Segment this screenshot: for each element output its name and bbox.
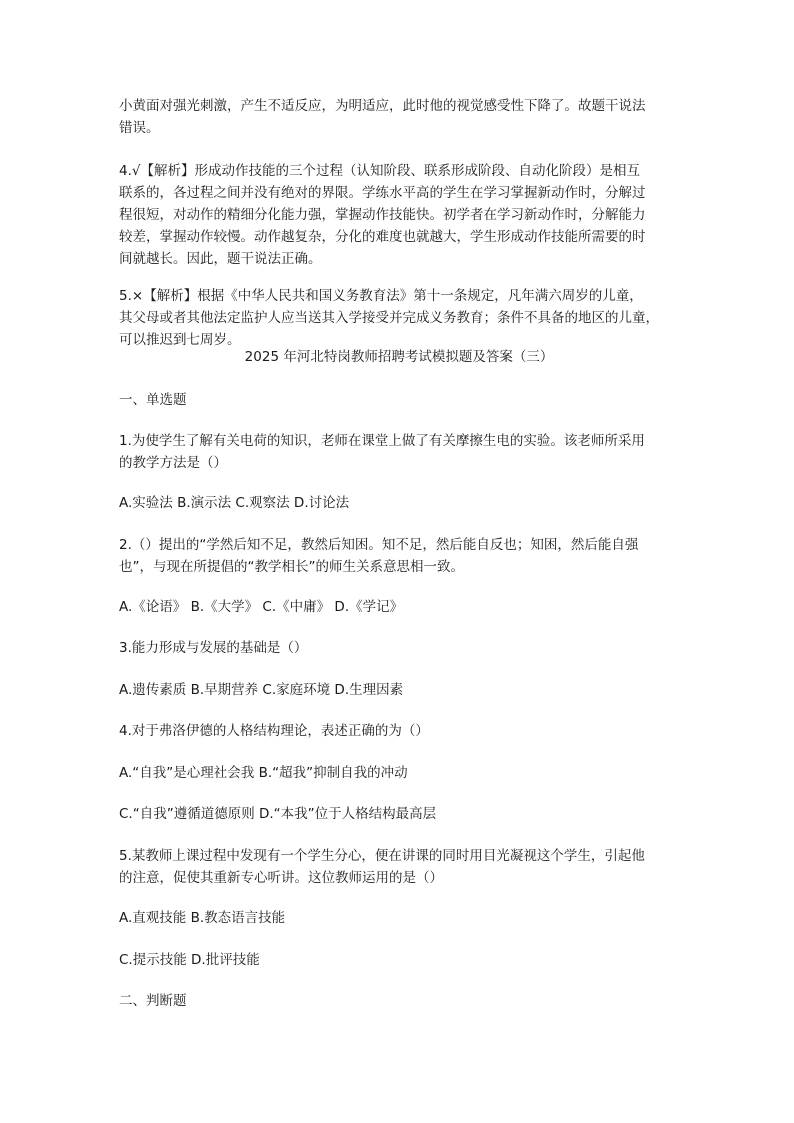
text-line: 联系的，各过程之间并没有绝对的界限。学练水平高的学生在学习掌握新动作时，分解过 — [119, 185, 646, 201]
options-text: C.“自我”遵循道德原则 D.“本我”位于人格结构最高层 — [119, 806, 437, 822]
paragraph-answer-5 — [119, 285, 679, 351]
question-3-options — [119, 679, 679, 701]
section-heading-single-choice — [119, 389, 679, 411]
text-line: 可以推迟到七周岁。 — [119, 332, 241, 348]
question-2 — [119, 534, 679, 578]
question-2-options — [119, 596, 679, 618]
question-1-options — [119, 492, 679, 514]
exam-title — [119, 346, 679, 368]
question-4-options-a-b — [119, 762, 679, 784]
text-line: 5.×【解析】根据《中华人民共和国义务教育法》第十一条规定，凡年满六周岁的儿童， — [119, 288, 643, 304]
text-line: 5.某教师上课过程中发现有一个学生分心，便在讲课的同时用目光凝视这个学生，引起他 — [119, 848, 645, 864]
text-line: 间就越长。因此，题干说法正确。 — [119, 251, 322, 267]
question-1 — [119, 430, 679, 474]
options-text: A.“自我”是心理社会我 B.“超我”抑制自我的冲动 — [119, 765, 408, 781]
paragraph-answer-4 — [119, 160, 679, 270]
text-line: 其父母或者其他法定监护人应当送其入学接受并完成义务教育；条件不具备的地区的儿童， — [119, 310, 659, 326]
text-line: 4.√【解析】形成动作技能的三个过程（认知阶段、联系形成阶段、自动化阶段）是相互 — [119, 163, 640, 179]
text-line: 4.对于弗洛伊德的人格结构理论，表述正确的为（） — [119, 723, 429, 739]
question-5-options-a-b — [119, 907, 679, 929]
text-line: 的注意，促使其重新专心听讲。这位教师运用的是（） — [119, 870, 443, 886]
text-line: 错误。 — [119, 120, 160, 136]
options-text: C.提示技能 D.批评技能 — [119, 952, 260, 968]
text-line: 1.为使学生了解有关电荷的知识，老师在课堂上做了有关摩擦生电的实验。该老师所采用 — [119, 433, 645, 449]
section-heading-true-false — [119, 990, 679, 1012]
question-3 — [119, 637, 679, 659]
paragraph-answer-3-continuation — [119, 95, 679, 139]
text-line: 小黄面对强光刺激，产生不适反应，为明适应，此时他的视觉感受性下降了。故题干说法 — [119, 98, 646, 114]
text-line: 3.能力形成与发展的基础是（） — [119, 640, 308, 656]
text-line: 2.（）提出的“学然后知不足，教然后知困。知不足，然后能自反也；知困，然后能自强 — [119, 537, 639, 553]
options-text: A.《论语》 B.《大学》 C.《中庸》 D.《学记》 — [119, 599, 404, 615]
question-5-options-c-d — [119, 949, 679, 971]
text-line: 较差，掌握动作较慢。动作越复杂，分化的难度也就越大，学生形成动作技能所需要的时 — [119, 229, 646, 245]
text-line: 程很短，对动作的精细分化能力强，掌握动作技能快。初学者在学习新动作时，分解能力 — [119, 207, 646, 223]
options-text: A.遗传素质 B.早期营养 C.家庭环境 D.生理因素 — [119, 682, 404, 698]
text-line: 的教学方法是（） — [119, 455, 227, 471]
question-4-options-c-d — [119, 803, 679, 825]
options-text: A.实验法 B.演示法 C.观察法 D.讨论法 — [119, 495, 350, 511]
text-line: 也”，与现在所提倡的“教学相长”的师生关系意思相一致。 — [119, 559, 464, 575]
heading-text: 二、判断题 — [119, 993, 187, 1009]
options-text: A.直观技能 B.教态语言技能 — [119, 910, 286, 926]
title-text: 2025 年河北特岗教师招聘考试模拟题及答案（三） — [244, 349, 554, 365]
question-4 — [119, 720, 679, 742]
question-5 — [119, 845, 679, 889]
heading-text: 一、单选题 — [119, 392, 187, 408]
